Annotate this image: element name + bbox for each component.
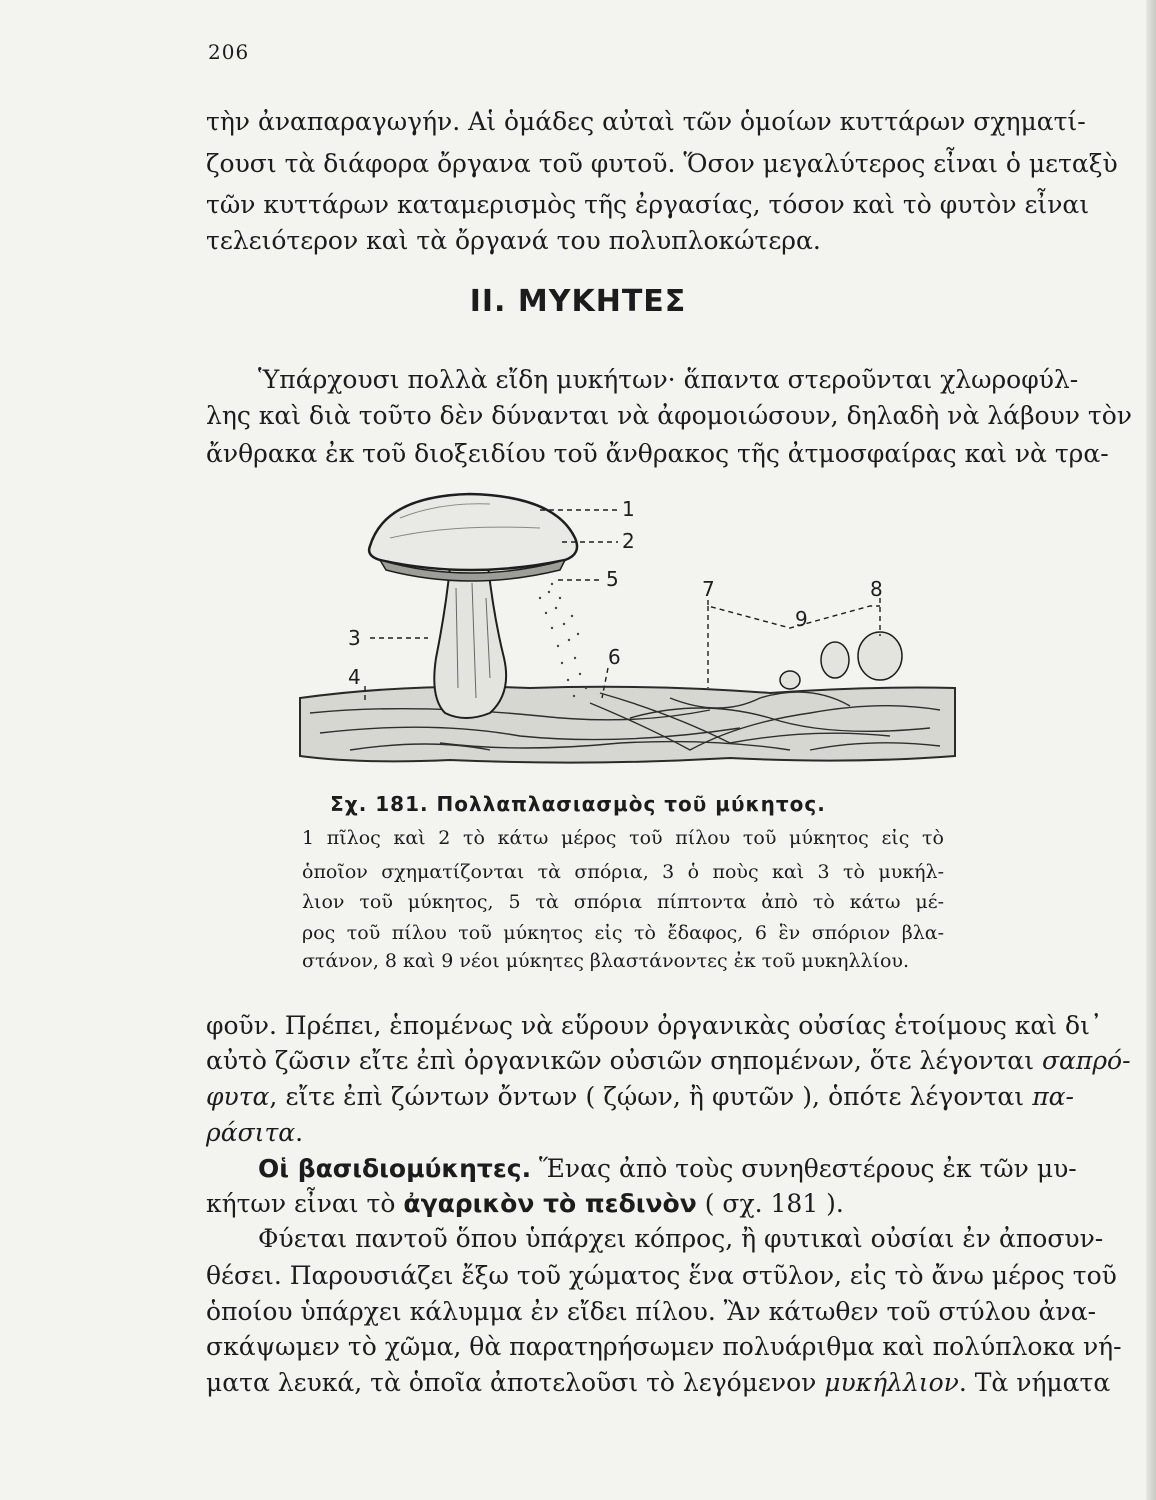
young-mushroom-medium	[821, 642, 849, 678]
falling-spores	[539, 583, 587, 697]
basidio-line-7: ματα λευκά, τὰ ὁποῖα ἀποτελοῦσι τὸ λεγόμενον μυκήλλιον. Τὰ νήματα	[206, 1368, 1111, 1397]
intro-line-2: ζουσι τὰ διάφορα ὄργανα τοῦ φυτοῦ. Ὅσον μεγαλύτερος εἶναι ὁ μεταξὺ	[206, 149, 1118, 178]
figure-label-3: 3	[348, 626, 361, 650]
page-number: 206	[208, 40, 250, 64]
mushroom-stalk	[434, 566, 506, 718]
mushroom-illustration	[290, 488, 970, 778]
continuation-line-3: φυτα, εἴτε ἐπὶ ζώντων ὄντων ( ζῴων, ἢ φυτῶν ), ὁπότε λέγονται πα-	[206, 1082, 1074, 1111]
young-mushroom-large	[858, 632, 902, 680]
basidio-line-4: θέσει. Παρουσιάζει ἔξω τοῦ χώματος ἕνα στῦλον, εἰς τὸ ἄνω μέρος τοῦ	[206, 1261, 1117, 1290]
section-line-3: ἄνθρακα ἐκ τοῦ διοξειδίου τοῦ ἄνθρακος τῆς ἀτμοσφαίρας καὶ νὰ τρα-	[206, 439, 1109, 468]
figure-label-9: 9	[795, 607, 808, 631]
intro-line-3: τῶν κυττάρων καταμερισμὸς τῆς ἐργασίας, τόσον καὶ τὸ φυτὸν εἶναι	[206, 190, 1090, 219]
continuation-line-4: ράσιτα.	[206, 1118, 304, 1147]
intro-line-4: τελειότερον καὶ τὰ ὄργανά του πολυπλοκώτερα.	[206, 226, 821, 255]
continuation-line-2: αὐτὸ ζῶσιν εἴτε ἐπὶ ὀργανικῶν οὐσιῶν σηπομένων, ὅτε λέγονται σαπρό-	[206, 1046, 1131, 1075]
agaricus-term: ἀγαρικὸν τὸ πεδινὸν	[403, 1189, 697, 1218]
continuation-line-1: φοῦν. Πρέπει, ἑπομένως νὰ εὕρουν ὀργανικὰς οὐσίας ἑτοίμους καὶ δι᾽	[206, 1011, 1103, 1040]
section-heading: ΙΙ. ΜΥΚΗΤΕΣ	[469, 284, 687, 319]
basidio-line-6: σκάψωμεν τὸ χῶμα, θὰ παρατηρήσωμεν πολυάριθμα καὶ πολύπλοκα νή-	[206, 1332, 1122, 1361]
young-mushroom-small	[780, 671, 800, 689]
basidio-line-5: ὁποίου ὑπάρχει κάλυμμα ἐν εἴδει πίλου. Ἂν κάτωθεν τοῦ στύλου ἀνα-	[206, 1297, 1097, 1326]
basidio-heading: Οἱ βασιδιομύκητες.	[258, 1154, 532, 1183]
figure-label-5: 5	[606, 567, 619, 591]
figure-caption-line-3: λιον τοῦ μύκητος, 5 τὰ σπόρια πίπτοντα ἀπὸ τὸ κάτω μέ-	[302, 891, 944, 913]
soil-layer	[300, 687, 955, 763]
basidio-line-2: κήτων εἶναι τὸ ἀγαρικὸν τὸ πεδινὸν ( σχ. 181 ).	[206, 1189, 844, 1218]
figure-label-2: 2	[622, 529, 635, 553]
figure-label-8: 8	[870, 577, 883, 601]
figure-label-1: 1	[622, 497, 635, 521]
section-line-2: λης καὶ διὰ τοῦτο δὲν δύνανται νὰ ἀφομοιώσουν, δηλαδὴ νὰ λάβουν τὸν	[206, 401, 1132, 430]
mushroom-figure	[290, 488, 970, 778]
intro-line-1: τὴν ἀναπαραγωγήν. Αἱ ὁμάδες αὐταὶ τῶν ὁμοίων κυττάρων σχηματί-	[206, 107, 1086, 136]
figure-label-4: 4	[348, 665, 361, 689]
section-line-1: Ὑπάρχουσι πολλὰ εἴδη μυκήτων· ἅπαντα στεροῦνται χλωροφύλ-	[258, 365, 1079, 394]
figure-caption-line-4: ρος τοῦ πίλου τοῦ μύκητος εἰς τὸ ἔδαφος, 6 ἓν σπόριον βλα-	[302, 922, 944, 944]
figure-caption-line-1: 1 πῖλος καὶ 2 τὸ κάτω μέρος τοῦ πίλου τοῦ μύκητος εἰς τὸ	[302, 827, 944, 849]
figure-label-7: 7	[702, 577, 715, 601]
figure-caption-line-2: ὁποῖον σχηματίζονται τὰ σπόρια, 3 ὁ ποὺς καὶ 3 τὸ μυκήλ-	[302, 861, 944, 883]
mushroom-cap	[369, 494, 577, 570]
basidio-line-1: Οἱ βασιδιομύκητες. Ἕνας ἀπὸ τοὺς συνηθεστέρους ἐκ τῶν μυ-	[258, 1154, 1077, 1183]
figure-caption-title: Σχ. 181. Πολλαπλασιασμὸς τοῦ μύκητος.	[330, 792, 826, 816]
scan-edge-shadow	[1146, 0, 1156, 1500]
figure-label-6: 6	[608, 645, 621, 669]
basidio-line-3: Φύεται παντοῦ ὅπου ὑπάρχει κόπρος, ἢ φυτικαὶ οὐσίαι ἐν ἀποσυν-	[258, 1224, 1104, 1253]
figure-caption-line-5: στάνον, 8 καὶ 9 νέοι μύκητες βλαστάνοντες ἐκ τοῦ μυκηλλίου.	[302, 950, 910, 972]
